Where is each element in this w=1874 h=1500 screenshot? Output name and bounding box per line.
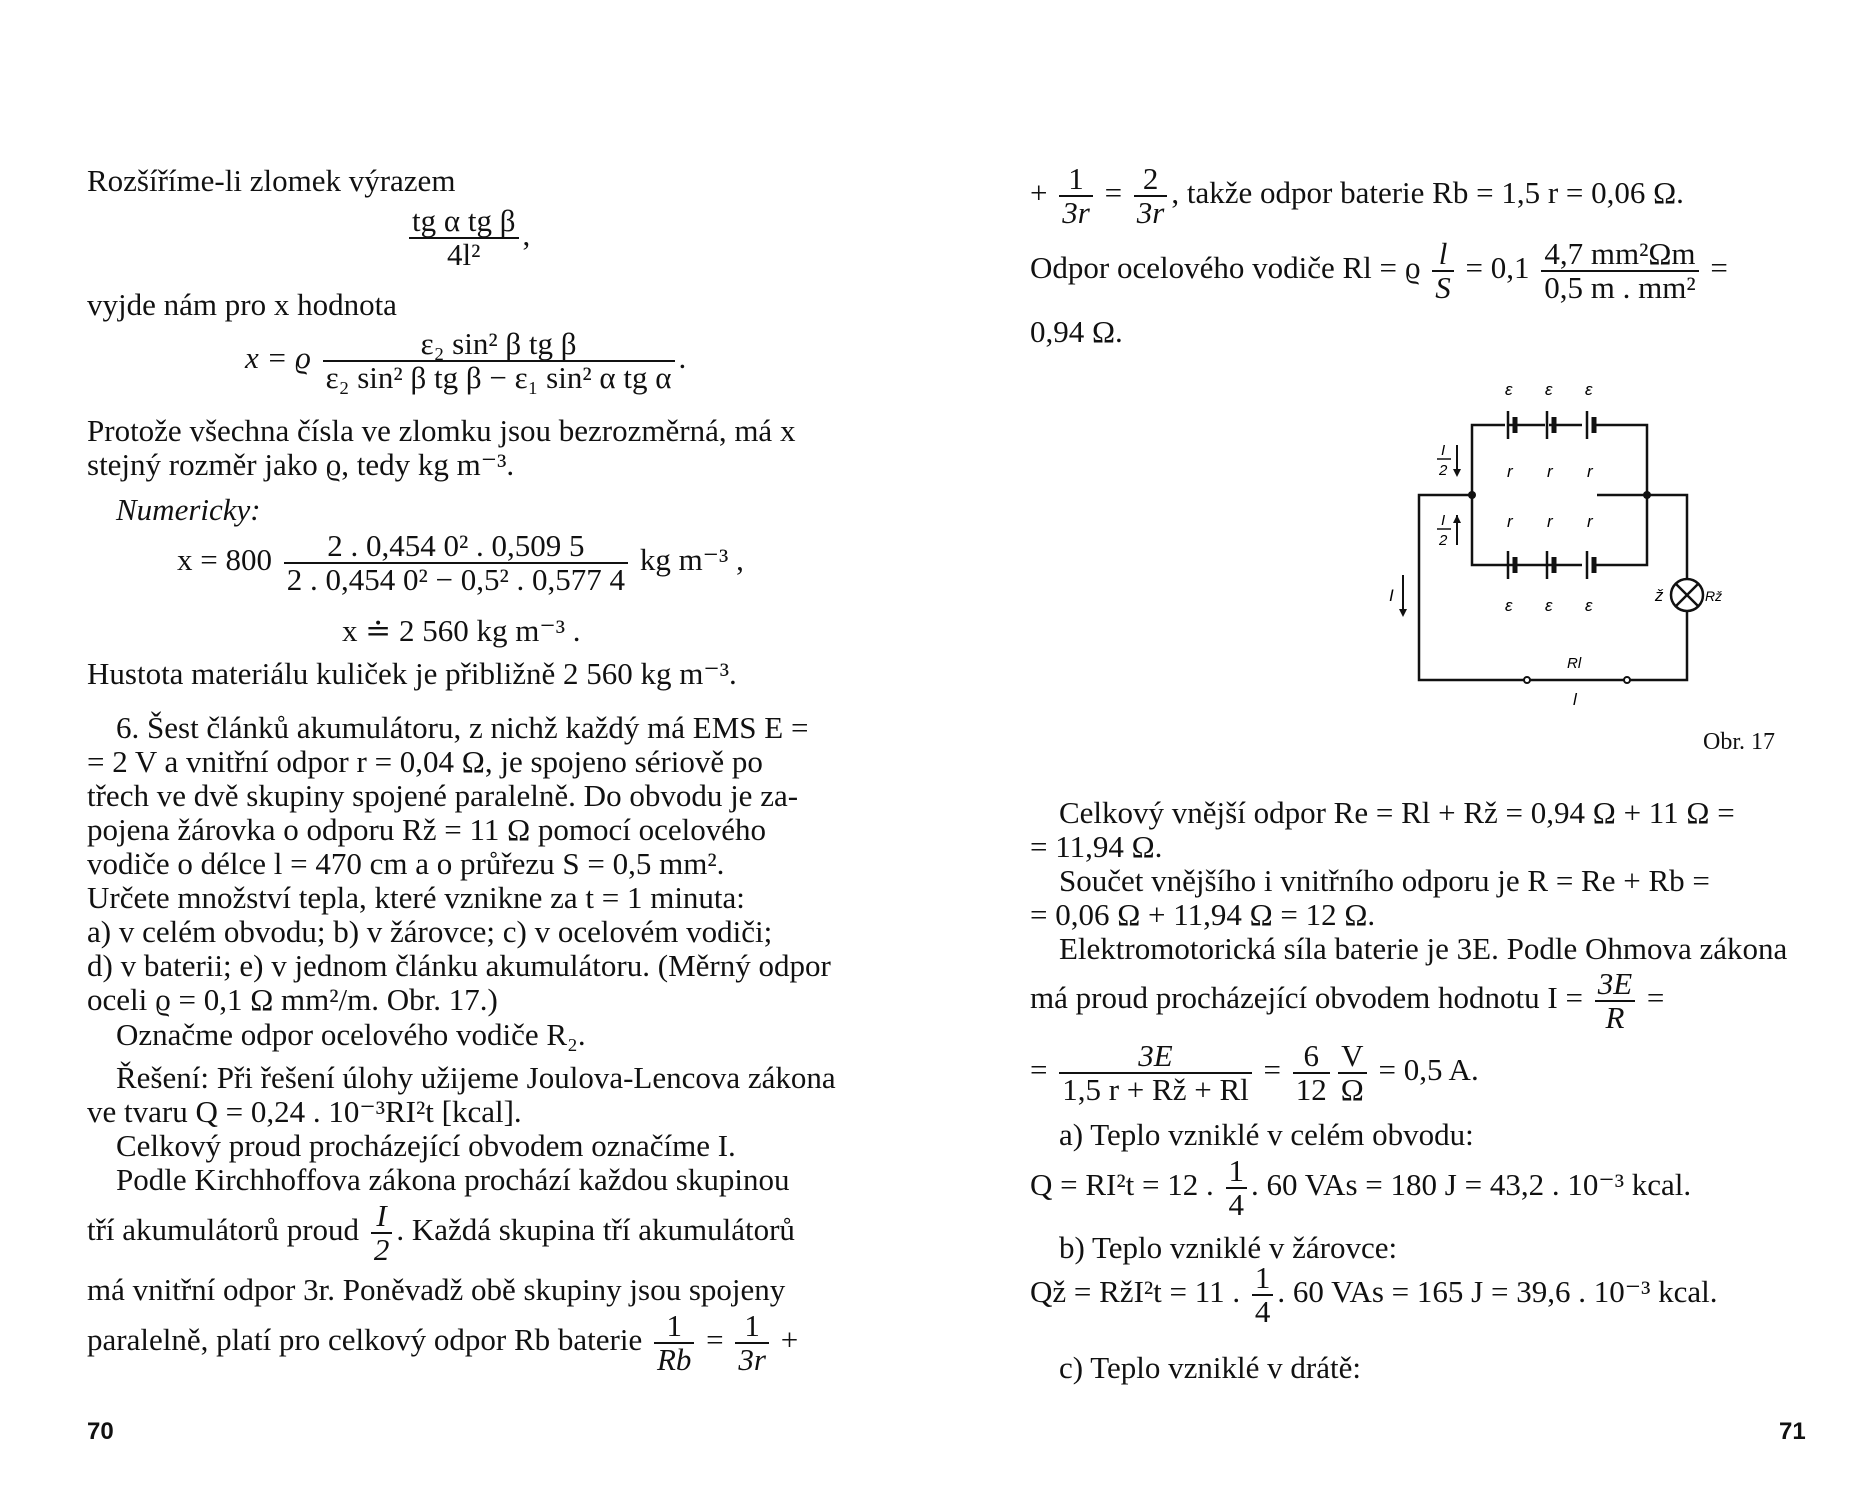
formula-fraction: $\frac{\text{tg α tg β}}{\text{4l²}}$ , bbox=[405, 205, 530, 271]
text-line: c) Teplo vzniklé v drátě: bbox=[1059, 1350, 1361, 1385]
formula-result: x ≐ 2 560 kg m⁻³ . bbox=[342, 613, 581, 648]
text-line: Hustota materiálu kuliček je přibližně 2 560 kg m⁻³. bbox=[87, 656, 737, 691]
formula-numeric: x = 800 $\frac{\text{2 . 0,454 0² . 0,509 5}}{\text{2 . 0,454 0² − 0,5² . 0,577 4}}$ kg m⁻³ , bbox=[177, 528, 744, 597]
text-line: Označme odpor ocelového vodiče R₂. bbox=[116, 1017, 586, 1052]
text-line: Řešení: Při řešení úlohy užijeme Joulova-Lencova zákona bbox=[116, 1060, 836, 1095]
text-line: Numericky: bbox=[116, 492, 261, 527]
formula-line: Qž = RžI²t = 11 . $\frac{1}{4}$ . 60 VAs = 165 J = 39,6 . 10⁻³ kcal. bbox=[1030, 1260, 1718, 1329]
lamp-resistance-label: Rž bbox=[1705, 588, 1723, 604]
resistance-label: r bbox=[1587, 462, 1593, 481]
text-line: a) Teplo vzniklé v celém obvodu: bbox=[1059, 1117, 1474, 1152]
text-line: oceli ϱ = 0,1 Ω mm²/m. Obr. 17.) bbox=[87, 982, 498, 1017]
emf-label: ɛ bbox=[1585, 596, 1593, 615]
formula-line: Q = RI²t = 12 . $\frac{1}{4}$ . 60 VAs = 180 J = 43,2 . 10⁻³ kcal. bbox=[1030, 1153, 1692, 1222]
text-line: Celkový vnější odpor Re = Rl + Rž = 0,94 Ω + 11 Ω = bbox=[1059, 795, 1735, 830]
emf-label: ɛ bbox=[1585, 380, 1593, 399]
formula-line: má proud procházející obvodem hodnotu I = $\frac{3E}{R}$ = bbox=[1030, 966, 1665, 1035]
page-number: 70 bbox=[87, 1418, 114, 1445]
text-line: 6. Šest článků akumulátoru, z nichž každý má EMS E = bbox=[116, 710, 809, 745]
text-line: stejný rozměr jako ϱ, tedy kg m⁻³. bbox=[87, 447, 515, 482]
emf-label: ɛ bbox=[1545, 380, 1553, 399]
text-line: vodiče o délce l = 470 cm a o průřezu S = 0,5 mm². bbox=[87, 846, 725, 881]
text-line: d) v baterii; e) v jednom článku akumulátoru. (Měrný odpor bbox=[87, 948, 831, 983]
current-half-label: I bbox=[1441, 512, 1446, 529]
emf-label: ɛ bbox=[1505, 380, 1513, 399]
right-page bbox=[937, 0, 1874, 1500]
current-half-label: I bbox=[1441, 442, 1446, 459]
page-number: 71 bbox=[1779, 1418, 1806, 1445]
resistance-label: r bbox=[1507, 512, 1513, 531]
current-half-label: 2 bbox=[1439, 462, 1448, 479]
text-line: Podle Kirchhoffova zákona prochází každou skupinou bbox=[116, 1162, 790, 1197]
text-line: třech ve dvě skupiny spojené paralelně. Do obvodu je za- bbox=[87, 778, 799, 813]
text-line-with-fraction: paralelně, platí pro celkový odpor Rb baterie $\frac{1}{Rb}$ = $\frac{1}{3r}$ + bbox=[87, 1308, 799, 1377]
formula-line: + $\frac{1}{3r}$ = $\frac{2}{3r}$ , takže odpor baterie Rb = 1,5 r = 0,06 Ω. bbox=[1030, 161, 1684, 230]
text-line: 0,94 Ω. bbox=[1030, 314, 1123, 349]
text-line: = 2 V a vnitřní odpor r = 0,04 Ω, je spojeno sériově po bbox=[87, 744, 763, 779]
text-line: Určete množství tepla, které vznikne za t = 1 minuta: bbox=[87, 880, 745, 915]
lamp-label: ž bbox=[1655, 586, 1664, 605]
text-line: b) Teplo vzniklé v žárovce: bbox=[1059, 1230, 1398, 1265]
text-line: má vnitřní odpor 3r. Poněvadž obě skupiny jsou spojeny bbox=[87, 1272, 786, 1307]
formula-x: x = ϱ $\frac{\text{ε₂ sin² β tg β}}{\text{ε₂ sin² β tg β − ε₁ sin² α tg α}}$ . bbox=[245, 326, 687, 395]
formula-line: Odpor ocelového vodiče Rl = ϱ $\frac{l}{S}$ = 0,1 $\frac{\text{4,7 mm²Ωm}}{\text{0,5 m . mm²}}$ = bbox=[1030, 236, 1728, 305]
resistance-label: r bbox=[1507, 462, 1513, 481]
emf-label: ɛ bbox=[1505, 596, 1513, 615]
text-line: a) v celém obvodu; b) v žárovce; c) v ocelovém vodiči; bbox=[87, 914, 773, 949]
emf-label: ɛ bbox=[1545, 596, 1553, 615]
current-label: I bbox=[1389, 586, 1394, 605]
resistance-label: r bbox=[1587, 512, 1593, 531]
text-line: Protože všechna čísla ve zlomku jsou bezrozměrná, má x bbox=[87, 413, 796, 448]
text-line: pojena žárovka o odporu Rž = 11 Ω pomocí ocelového bbox=[87, 812, 766, 847]
text-line: = 0,06 Ω + 11,94 Ω = 12 Ω. bbox=[1030, 897, 1376, 932]
wire-length-label: l bbox=[1573, 690, 1577, 709]
resistance-label: r bbox=[1547, 512, 1553, 531]
text-line: Elektromotorická síla baterie je 3E. Podle Ohmova zákona bbox=[1059, 931, 1788, 966]
wire-resistance-label: Rl bbox=[1567, 655, 1582, 672]
text-line: ve tvaru Q = 0,24 . 10⁻³RI²t [kcal]. bbox=[87, 1094, 522, 1129]
circuit-diagram bbox=[1389, 365, 1757, 725]
text-line: = 11,94 Ω. bbox=[1030, 829, 1163, 864]
text-line: Celkový proud procházející obvodem označíme I. bbox=[116, 1128, 736, 1163]
text-line: Součet vnějšího i vnitřního odporu je R = Re + Rb = bbox=[1059, 863, 1710, 898]
resistance-label: r bbox=[1547, 462, 1553, 481]
text-line-with-fraction: tří akumulátorů proud $\frac{I}{2}$ . Každá skupina tří akumulátorů bbox=[87, 1198, 795, 1267]
current-half-label: 2 bbox=[1439, 532, 1448, 549]
text-line: Rozšíříme-li zlomek výrazem bbox=[87, 163, 456, 198]
text-line: vyjde nám pro x hodnota bbox=[87, 287, 397, 322]
formula-line: = $\frac{3E}{1,5 r + Rž + Rl}$ = $\frac{6}{12}$ $\frac{V}{\Omega}$ = 0,5 A. bbox=[1030, 1038, 1479, 1107]
figure-caption: Obr. 17 bbox=[1703, 729, 1775, 755]
